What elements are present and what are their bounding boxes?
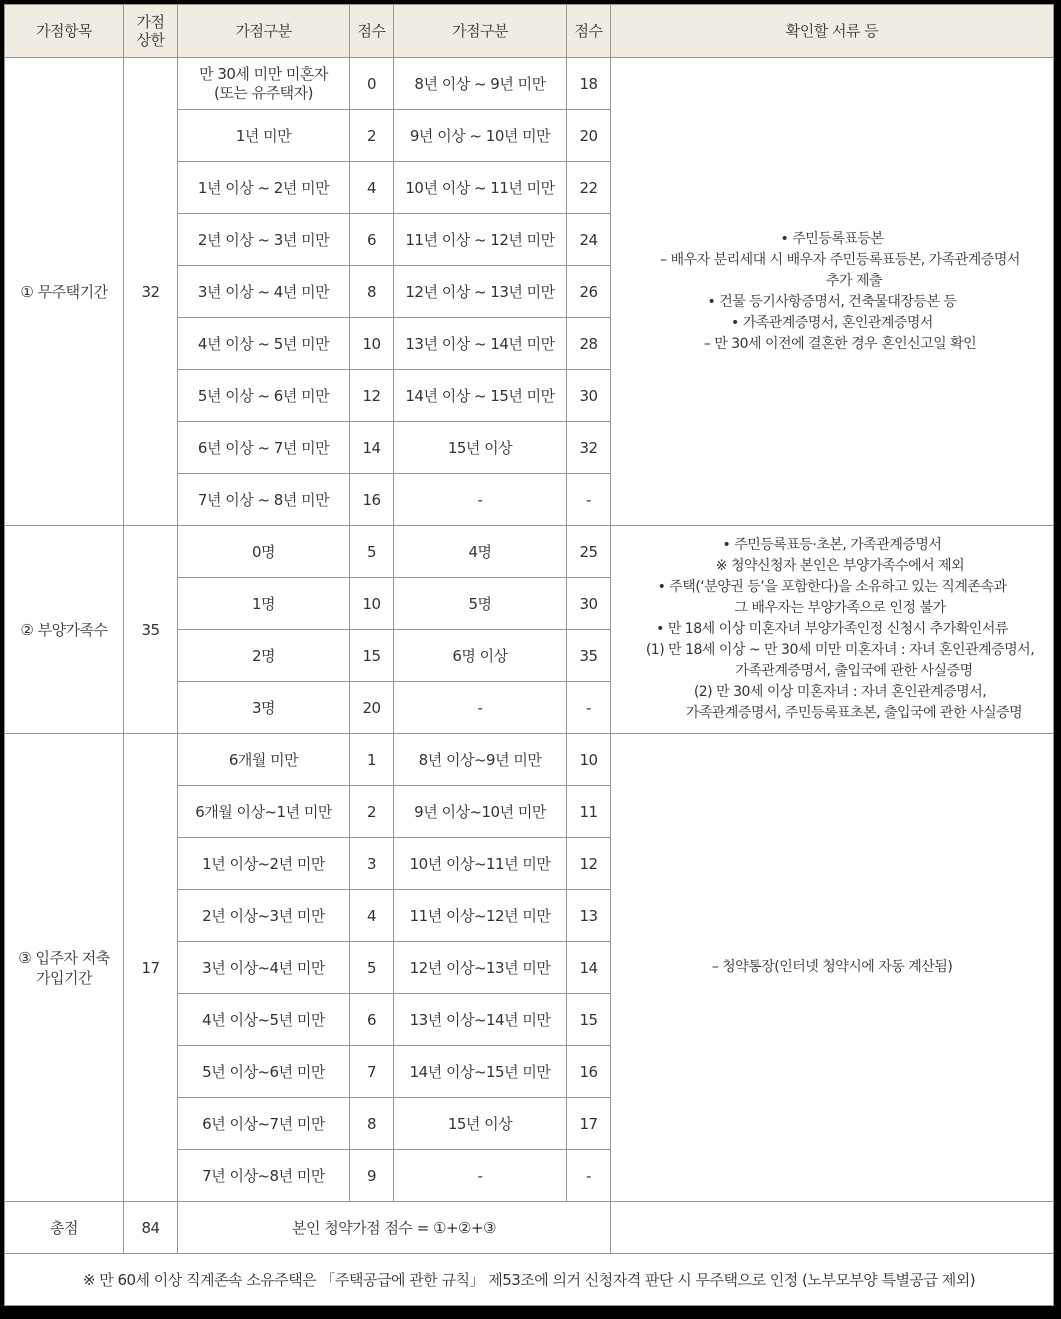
- cell-score-2: 30: [567, 578, 611, 630]
- document-line: 가족관계증명서, 출입국에 관한 사실증명: [735, 663, 973, 679]
- section3-limit: 17: [124, 734, 178, 1202]
- cell-score-1: 16: [350, 474, 394, 526]
- cell-category-1: 5년 이상 ~ 6년 미만: [178, 370, 350, 422]
- cell-category-2: -: [394, 474, 567, 526]
- cell-category-2: 9년 이상~10년 미만: [394, 786, 567, 838]
- cell-score-2: 26: [567, 266, 611, 318]
- header-category-2: 가점구분: [394, 5, 567, 58]
- cell-score-1: 5: [350, 526, 394, 578]
- document-line: – 만 30세 이전에 결혼한 경우 혼인신고일 확인: [703, 335, 977, 352]
- header-documents: 확인할 서류 등: [611, 5, 1054, 58]
- cell-category-2: 11년 이상~12년 미만: [394, 890, 567, 942]
- total-formula: 본인 청약가점 점수 = ①+②+③: [178, 1202, 611, 1254]
- document-line: 그 배우자는 부양가족으로 인정 불가: [734, 600, 946, 616]
- cell-score-1: 8: [350, 1098, 394, 1150]
- header-limit: 가점 상한: [124, 5, 178, 58]
- cell-score-2: 20: [567, 110, 611, 162]
- note-row: [5, 1254, 1054, 1306]
- cell-category-1: 6년 이상~7년 미만: [178, 1098, 350, 1150]
- table-row: [5, 58, 1054, 110]
- cell-score-2: 18: [567, 58, 611, 110]
- cell-category-1: 0명: [178, 526, 350, 578]
- document-line: 추가 제출: [825, 272, 883, 289]
- cell-score-2: 14: [567, 942, 611, 994]
- cell-category-1: 1년 이상 ~ 2년 미만: [178, 162, 350, 214]
- document-line: • 건물 등기사항증명서, 건축물대장등본 등: [707, 293, 957, 310]
- document-line: ※ 청약신청자 본인은 부양가족수에서 제외: [715, 558, 965, 574]
- cell-score-1: 14: [350, 422, 394, 474]
- cell-category-1: 4년 이상 ~ 5년 미만: [178, 318, 350, 370]
- cell-category-1: 7년 이상 ~ 8년 미만: [178, 474, 350, 526]
- section3-item: ③ 입주자 저축 가입기간: [5, 734, 124, 1202]
- cell-score-1: 7: [350, 1046, 394, 1098]
- document-line: • 만 18세 이상 미혼자녀 부양가족인정 신청시 추가확인서류: [656, 621, 1008, 637]
- cell-category-2: -: [394, 682, 567, 734]
- cell-score-2: 11: [567, 786, 611, 838]
- cell-category-1: 만 30세 미만 미혼자 (또는 유주택자): [178, 58, 350, 110]
- cell-category-2: 15년 이상: [394, 422, 567, 474]
- cell-category-2: 13년 이상 ~ 14년 미만: [394, 318, 567, 370]
- cell-score-2: 12: [567, 838, 611, 890]
- cell-score-2: 13: [567, 890, 611, 942]
- cell-score-1: 4: [350, 890, 394, 942]
- cell-score-1: 20: [350, 682, 394, 734]
- section2-documents: [611, 526, 1054, 734]
- cell-score-1: 12: [350, 370, 394, 422]
- cell-category-1: 3년 이상 ~ 4년 미만: [178, 266, 350, 318]
- cell-category-2: 10년 이상 ~ 11년 미만: [394, 162, 567, 214]
- cell-category-1: 4년 이상~5년 미만: [178, 994, 350, 1046]
- cell-score-2: 32: [567, 422, 611, 474]
- cell-score-1: 6: [350, 994, 394, 1046]
- section1-limit: 32: [124, 58, 178, 526]
- cell-category-1: 7년 이상~8년 미만: [178, 1150, 350, 1202]
- cell-score-2: 10: [567, 734, 611, 786]
- header-score-2: 점수: [567, 5, 611, 58]
- document-line: (2) 만 30세 이상 미혼자녀 : 자녀 혼인관계증명서,: [693, 684, 987, 700]
- cell-category-1: 2년 이상~3년 미만: [178, 890, 350, 942]
- cell-score-1: 10: [350, 578, 394, 630]
- cell-category-2: 4명: [394, 526, 567, 578]
- cell-category-2: 10년 이상~11년 미만: [394, 838, 567, 890]
- cell-score-2: -: [567, 474, 611, 526]
- cell-score-2: 24: [567, 214, 611, 266]
- cell-category-1: 2명: [178, 630, 350, 682]
- total-empty: [611, 1202, 1054, 1254]
- header-score-1: 점수: [350, 5, 394, 58]
- cell-category-1: 5년 이상~6년 미만: [178, 1046, 350, 1098]
- cell-category-1: 3년 이상~4년 미만: [178, 942, 350, 994]
- cell-category-1: 1명: [178, 578, 350, 630]
- footnote: ※ 만 60세 이상 직계존속 소유주택은 「주택공급에 관한 규칙」 제53조에 의거 신청자격 판단 시 무주택으로 인정 (노부모부양 특별공급 제외): [5, 1254, 1054, 1306]
- table-body: [5, 58, 1054, 1306]
- cell-category-1: 6개월 이상~1년 미만: [178, 786, 350, 838]
- cell-category-2: 12년 이상~13년 미만: [394, 942, 567, 994]
- subscription-score-table: [4, 4, 1054, 1306]
- document-line: – 청약통장(인터넷 청약시에 자동 계산됨): [711, 959, 953, 975]
- table-row: [5, 734, 1054, 786]
- cell-score-1: 0: [350, 58, 394, 110]
- cell-score-1: 10: [350, 318, 394, 370]
- document-line: (1) 만 18세 이상 ~ 만 30세 미만 미혼자녀 : 자녀 혼인관계증명서,: [645, 642, 1035, 658]
- cell-category-1: 6개월 미만: [178, 734, 350, 786]
- cell-score-2: 25: [567, 526, 611, 578]
- section1-documents: [611, 58, 1054, 526]
- total-value: 84: [124, 1202, 178, 1254]
- document-line: • 가족관계증명서, 혼인관계증명서: [731, 314, 933, 331]
- cell-category-1: 1년 이상~2년 미만: [178, 838, 350, 890]
- header-row: [5, 5, 1054, 58]
- total-row: [5, 1202, 1054, 1254]
- cell-score-1: 9: [350, 1150, 394, 1202]
- document-line: 가족관계증명서, 주민등록표초본, 출입국에 관한 사실증명: [685, 705, 1023, 721]
- cell-category-2: 6명 이상: [394, 630, 567, 682]
- cell-category-1: 2년 이상 ~ 3년 미만: [178, 214, 350, 266]
- cell-category-2: 14년 이상 ~ 15년 미만: [394, 370, 567, 422]
- cell-score-2: 15: [567, 994, 611, 1046]
- cell-score-1: 2: [350, 110, 394, 162]
- document-line: • 주민등록표등본: [780, 230, 884, 247]
- cell-score-2: 28: [567, 318, 611, 370]
- document-line: • 주민등록표등·초본, 가족관계증명서: [722, 537, 942, 553]
- cell-score-1: 6: [350, 214, 394, 266]
- cell-score-2: 30: [567, 370, 611, 422]
- total-label: 총점: [5, 1202, 124, 1254]
- cell-category-2: -: [394, 1150, 567, 1202]
- cell-score-2: -: [567, 682, 611, 734]
- table-row: [5, 526, 1054, 578]
- cell-category-2: 13년 이상~14년 미만: [394, 994, 567, 1046]
- cell-score-2: 16: [567, 1046, 611, 1098]
- cell-score-1: 8: [350, 266, 394, 318]
- section2-item: ② 부양가족수: [5, 526, 124, 734]
- cell-score-2: 22: [567, 162, 611, 214]
- section1-item: ① 무주택기간: [5, 58, 124, 526]
- cell-category-1: 1년 미만: [178, 110, 350, 162]
- cell-category-2: 8년 이상 ~ 9년 미만: [394, 58, 567, 110]
- cell-category-2: 5명: [394, 578, 567, 630]
- document-line: • 주택(‘분양권 등’을 포함한다)을 소유하고 있는 직계존속과: [657, 579, 1007, 595]
- cell-category-2: 15년 이상: [394, 1098, 567, 1150]
- section2-limit: 35: [124, 526, 178, 734]
- cell-score-1: 2: [350, 786, 394, 838]
- cell-score-1: 4: [350, 162, 394, 214]
- cell-category-2: 8년 이상~9년 미만: [394, 734, 567, 786]
- cell-category-2: 11년 이상 ~ 12년 미만: [394, 214, 567, 266]
- cell-score-1: 15: [350, 630, 394, 682]
- cell-category-1: 6년 이상 ~ 7년 미만: [178, 422, 350, 474]
- cell-score-1: 1: [350, 734, 394, 786]
- document-line: – 배우자 분리세대 시 배우자 주민등록표등본, 가족관계증명서: [660, 251, 1020, 268]
- cell-score-1: 5: [350, 942, 394, 994]
- header-category-1: 가점구분: [178, 5, 350, 58]
- cell-score-1: 3: [350, 838, 394, 890]
- cell-category-2: 12년 이상 ~ 13년 미만: [394, 266, 567, 318]
- cell-score-2: 35: [567, 630, 611, 682]
- section3-documents: [611, 734, 1054, 1202]
- cell-category-1: 3명: [178, 682, 350, 734]
- header-item: 가점항목: [5, 5, 124, 58]
- cell-score-2: 17: [567, 1098, 611, 1150]
- cell-category-2: 14년 이상~15년 미만: [394, 1046, 567, 1098]
- cell-category-2: 9년 이상 ~ 10년 미만: [394, 110, 567, 162]
- cell-score-2: -: [567, 1150, 611, 1202]
